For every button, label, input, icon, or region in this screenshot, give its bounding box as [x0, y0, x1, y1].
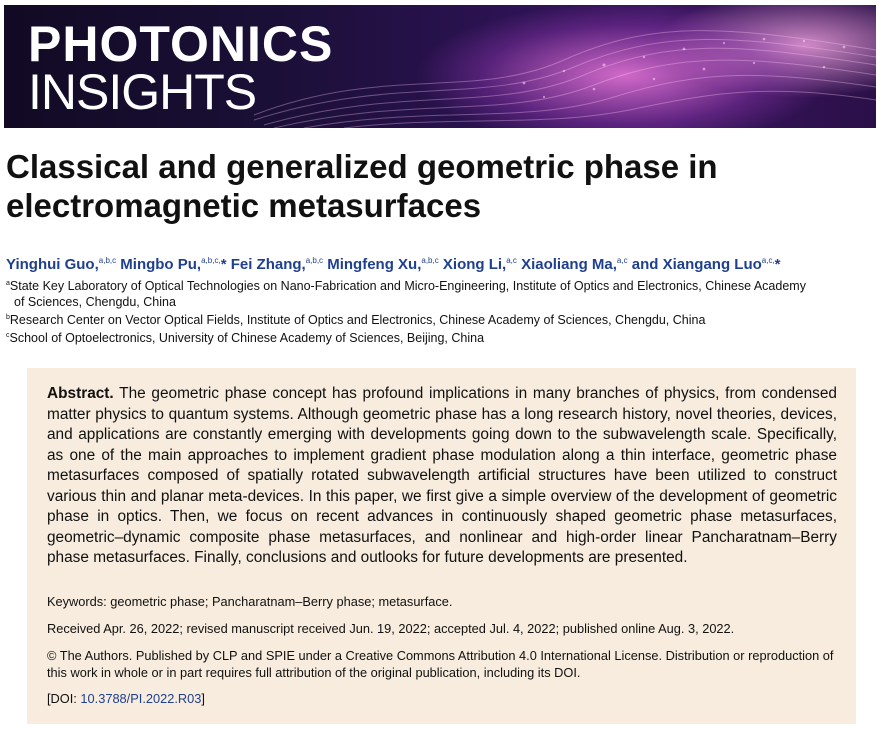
author: Mingfeng Xu,$^{a,b,c}$	[327, 256, 439, 273]
author: Fei Zhang,$^{a,b,c}$	[230, 256, 324, 273]
journal-logo-line2: INSIGHTS	[28, 64, 257, 120]
paper-title: Classical and generalized geometric phase in electromagnetic metasurfaces	[6, 148, 718, 224]
doi-link[interactable]: 10.3788/PI.2022.R03	[80, 691, 202, 706]
affiliation-b: $^b$Research Center on Vector Optical Fields, Institute of Optics and Electronics, Chinese Academy of Sciences, Chengdu, China	[6, 313, 706, 327]
author: Mingbo Pu,$^{a,b,c,}$*	[120, 256, 227, 273]
affiliation-c: $^c$School of Optoelectronics, University of Chinese Academy of Sciences, Beijing, China	[6, 331, 485, 345]
doi: [DOI: 10.3788/PI.2022.R03]	[47, 691, 205, 706]
abstract-text: The geometric phase concept has profound implications in many branches of physics, from condensed matter physics to quantum systems. Although geometric phase has a long research history, novel theories, devices, and applications are constantly emerging with developments going down to the subwavelength scale. Specifically, as one of the main approaches to implement gradient phase modulation along a thin interface, geometric phase metasurfaces composed of spatially rotated subwavelength artificial structures have been utilized to construct various thin and planar meta-devices. In this paper, we first give a simple overview of the development of geometric phase in optics. Then, we focus on recent advances in continuously shaped geometric phase metasurfaces, geometric–dynamic composite phase metasurfaces, and nonlinear and high-order linear Pancharatnam–Berry phase metasurfaces. Finally, conclusions and outlooks for future developments are presented.	[47, 385, 837, 566]
keywords: Keywords: geometric phase; Pancharatnam–Berry phase; metasurface.	[47, 594, 453, 609]
author: Xiong Li,$^{a,c}$	[442, 256, 517, 273]
author: Xiaoliang Ma,$^{a,c}$	[521, 256, 628, 273]
author: and Xiangang Luo$^{a,c,}$*	[631, 256, 781, 273]
received-dates: Received Apr. 26, 2022; revised manuscript received Jun. 19, 2022; accepted Jul. 4, 2022; published online Aug. 3, 2022.	[47, 621, 735, 636]
affiliation-a: $^a$State Key Laboratory of Optical Technologies on Nano-Fabrication and Micro-Engineering, Institute of Optics and Electronics, Chinese Academy of Sciences, Chengdu, China	[6, 279, 806, 309]
journal-logo	[28, 16, 334, 120]
abstract-label: Abstract.	[47, 385, 114, 402]
journal-banner	[4, 5, 876, 128]
abstract	[47, 384, 837, 569]
author-list	[6, 256, 878, 273]
abstract-box	[27, 368, 856, 724]
affiliation-list	[6, 276, 878, 346]
author: Yinghui Guo,$^{a,b,c}$	[6, 256, 117, 273]
copyright-notice: © The Authors. Published by CLP and SPIE under a Creative Commons Attribution 4.0 International License. Distribution or reproduction of this work in whole or in part requires full attribution of the original publication, including its DOI.	[47, 648, 834, 680]
journal-logo-line1: PHOTONICS	[28, 16, 334, 72]
